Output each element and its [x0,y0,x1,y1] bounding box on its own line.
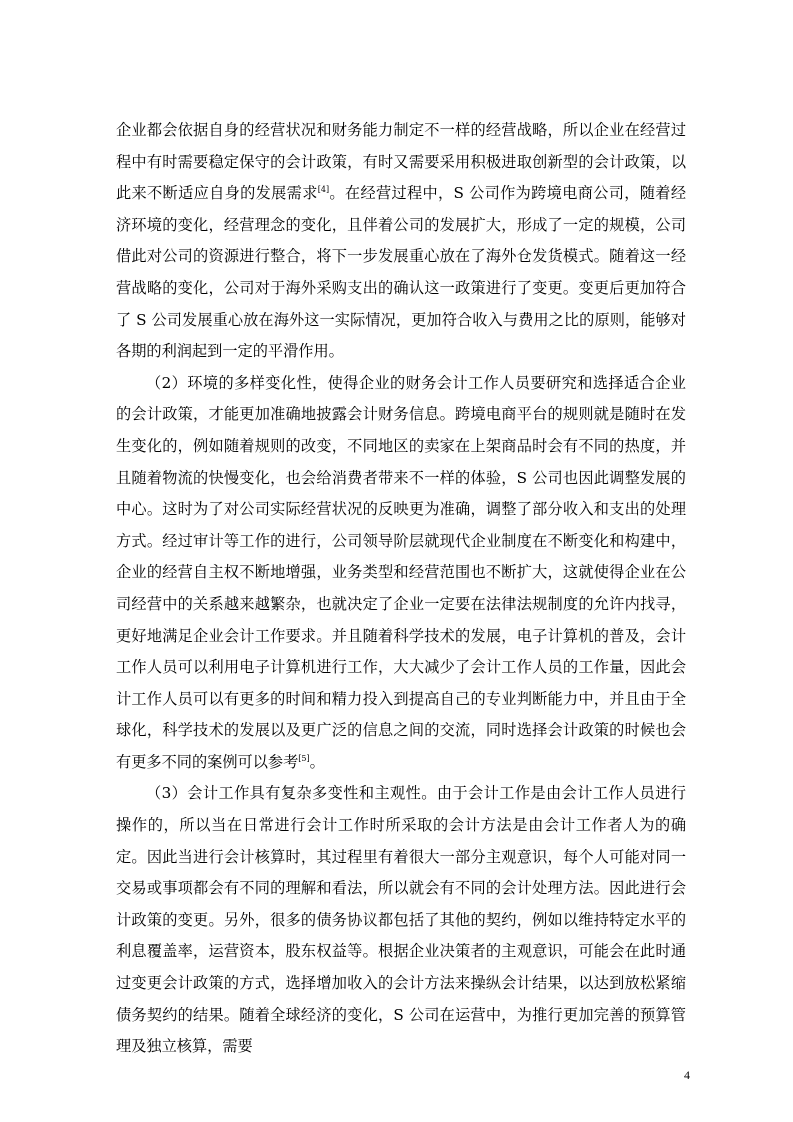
page-number: 4 [684,1068,690,1082]
paragraph-1 [116,115,686,368]
paragraph-3-text: （3）会计工作具有复杂多变性和主观性。由于会计工作是由会计工作人员进行操作的，所以当在日常进行会计工作时所采取的会计方法是由会计工作者人为的确定。因此当进行会计核算时，其过程里有着很大一部分主观意识，每个人可能对同一交易或事项都会有不同的理解和看法，所以就会有不同的会计处理方法。因此进行会计政策的变更。另外，很多的债务协议都包括了其他的契约，例如以维持特定水平的利息覆盖率，运营资本，股东权益等。根据企业决策者的主观意识，可能会在此时通过变更会计政策的方式，选择增加收入的会计方法来操纵会计结果，以达到放松紧缩债务契约的结果。随着全球经济的变化，S 公司在运营中，为推行更加完善的预算管理及独立核算，需要 [116,784,686,1056]
paragraph-2-text-cont: 。 [309,752,325,771]
paragraph-3 [116,778,686,1062]
paragraph-1-text: 企业都会依据自身的经营状况和财务能力制定不一样的经营战略，所以企业在经营过程中有时需要稳定保守的会计政策，有时又需要采用积极进取创新型的会计政策，以此来不断适应自身的发展需求 [116,121,686,203]
body-text [116,115,686,1063]
citation-4: [4] [317,185,330,195]
paragraph-2 [116,368,686,779]
citation-5: [5] [298,753,310,763]
paragraph-2-text: （2）环境的多样变化性，使得企业的财务会计工作人员要研究和选择适合企业的会计政策，才能更加准确地披露会计财务信息。跨境电商平台的规则就是随时在发生变化的，例如随着规则的改变，不同地区的卖家在上架商品时会有不同的热度，并且随着物流的快慢变化，也会给消费者带来不一样的体验，S 公司也因此调整发展的中心。这时为了对公司实际经营状况的反映更为准确，调整了部分收入和支出的处理方式。经过审计等工作的进行，公司领导阶层就现代企业制度在不断变化和构建中，企业的经营自主权不断地增强，业务类型和经营范围也不断扩大，这就使得企业在公司经营中的关系越来越繁杂，也就决定了企业一定要在法律法规制度的允许内找寻，更好地满足企业会计工作要求。并且随着科学技术的发展，电子计算机的普及，会计工作人员可以利用电子计算机进行工作，大大减少了会计工作人员的工作量，因此会计工作人员可以有更多的时间和精力投入到提高自己的专业判断能力中，并且由于全球化，科学技术的发展以及更广泛的信息之间的交流，同时选择会计政策的时候也会有更多不同的案例可以参考 [116,373,686,771]
paragraph-1-text-cont: 。在经营过程中，S 公司作为跨境电商公司，随着经济环境的变化，经营理念的变化，且伴着公司的发展扩大，形成了一定的规模，公司借此对公司的资源进行整合，将下一步发展重心放在了海外仓发货模式。随着这一经营战略的变化，公司对于海外采购支出的确认这一政策进行了变更。变更后更加符合了 S 公司发展重心放在海外这一实际情况，更加符合收入与费用之比的原则，能够对各期的利润起到一定的平滑作用。 [116,184,687,361]
